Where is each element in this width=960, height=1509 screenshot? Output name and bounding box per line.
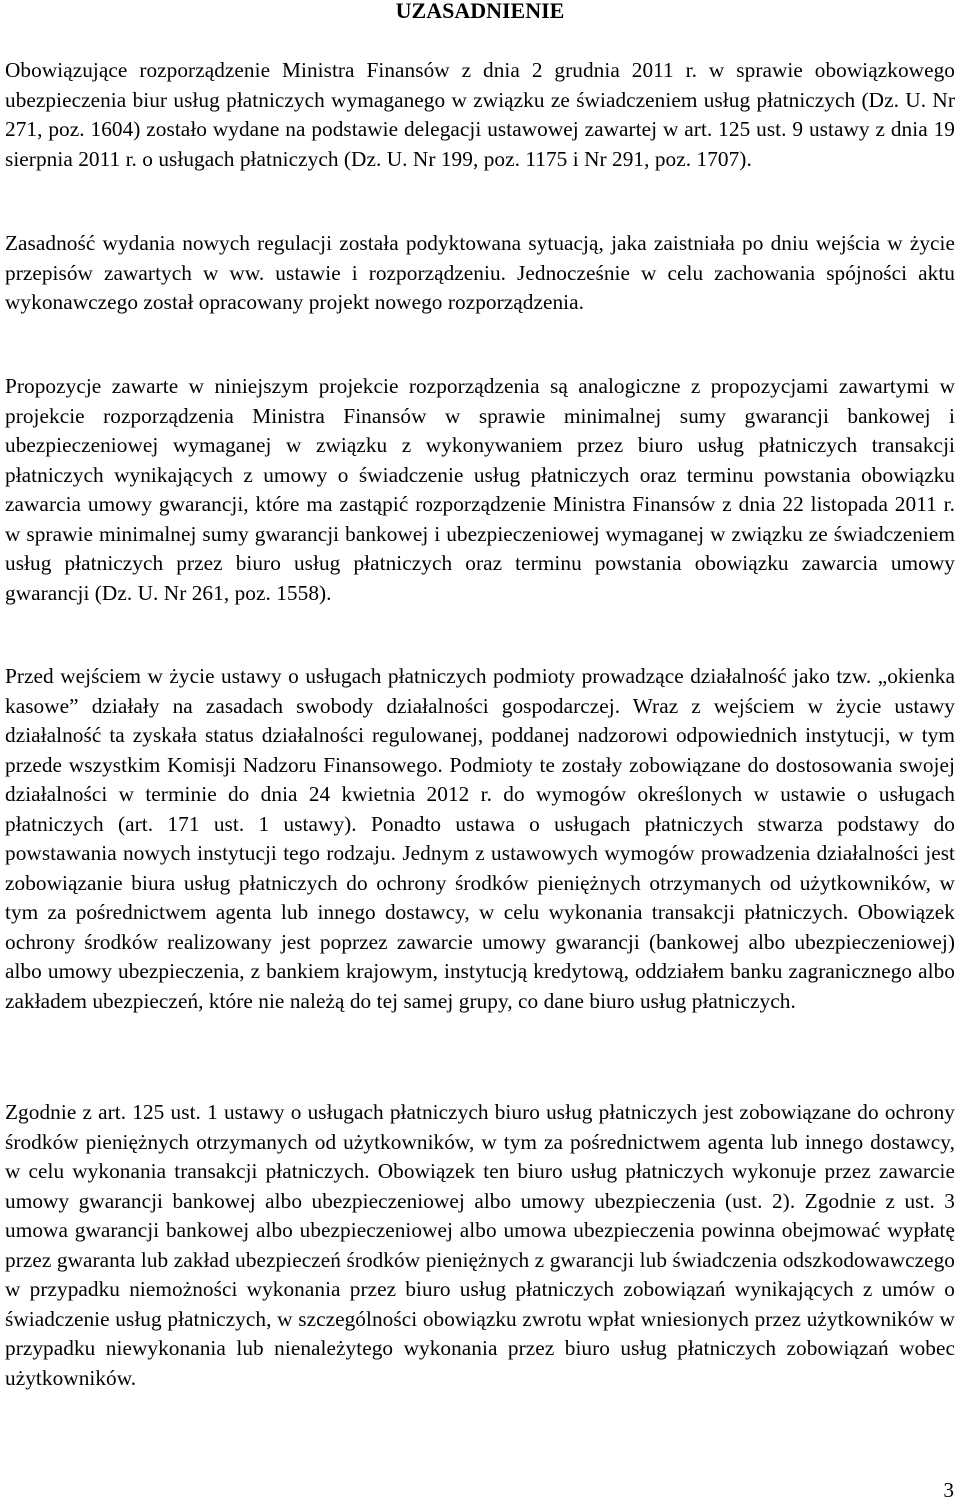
page-number: 3 <box>943 1478 954 1502</box>
document-title: UZASADNIENIE <box>395 0 565 23</box>
paragraph-4: Przed wejściem w życie ustawy o usługach płatniczych podmioty prowadzące działalność jako tzw. „okienka kasowe” działały na zasadach swobody działalności gospodarczej. Wraz z wejściem w życie ustawy działalność ta zyskała status działalności regulowanej, poddanej nadzorowi odpowiednich instytucji, w tym przede wszystkim Komisji Nadzoru Finansowego. Podmioty te zostały zobowiązane do dostosowania swojej działalności w terminie do dnia 24 kwietnia 2012 r. do wymogów określonych w ustawie o usługach płatniczych (art. 171 ust. 1 ustawy). Ponadto ustawa o usługach płatniczych stwarza podstawy do powstawania nowych instytucji tego rodzaju. Jednym z ustawowych wymogów prowadzenia działalności jest zobowiązanie biura usług płatniczych do ochrony środków pieniężnych otrzymanych od użytkowników, w tym za pośrednictwem agenta lub innego dostawcy, w celu wykonania transakcji płatniczych. Obowiązek ochrony środków realizowany jest poprzez zawarcie umowy gwarancji (bankowej albo ubezpieczeniowej) albo umowy ubezpieczenia, z bankiem krajowym, instytucją kredytową, oddziałem banku zagranicznego albo zakładem ubezpieczeń, które nie należą do tej samej grupy, co dane biuro usług płatniczych. <box>5 664 955 1013</box>
paragraph-1: Obowiązujące rozporządzenie Ministra Finansów z dnia 2 grudnia 2011 r. w sprawie obowiązkowego ubezpieczenia biur usług płatniczych wymaganego w związku ze świadczeniem usług płatniczych (Dz. U. Nr 271, poz. 1604) zostało wydane na podstawie delegacji ustawowej zawartej w art. 125 ust. 9 ustawy z dnia 19 sierpnia 2011 r. o usługach płatniczych (Dz. U. Nr 199, poz. 1175 i Nr 291, poz. 1707). <box>5 58 955 171</box>
paragraph-3: Propozycje zawarte w niniejszym projekcie rozporządzenia są analogiczne z propozycjami zawartymi w projekcie rozporządzenia Ministra Finansów w sprawie minimalnej sumy gwarancji bankowej i ubezpieczeniowej wymaganej w związku z wykonywaniem przez biuro usług płatniczych transakcji płatniczych wynikających z umowy o świadczenie usług płatniczych oraz terminu powstania obowiązku zawarcia umowy gwarancji, które ma zastąpić rozporządzenie Ministra Finansów z dnia 22 listopada 2011 r. w sprawie minimalnej sumy gwarancji bankowej i ubezpieczeniowej wymaganej w związku ze świadczeniem usług płatniczych przez biuro usług płatniczych oraz terminu powstania obowiązku zawarcia umowy gwarancji (Dz. U. Nr 261, poz. 1558). <box>5 374 955 605</box>
paragraph-2: Zasadność wydania nowych regulacji została podyktowana sytuacją, jaka zaistniała po dniu wejścia w życie przepisów zawartych w ww. ustawie i rozporządzeniu. Jednocześnie w celu zachowania spójności aktu wykonawczego został opracowany projekt nowego rozporządzenia. <box>5 231 955 314</box>
paragraph-5: Zgodnie z art. 125 ust. 1 ustawy o usługach płatniczych biuro usług płatniczych jest zobowiązane do ochrony środków pieniężnych otrzymanych od użytkowników, w tym za pośrednictwem agenta lub innego dostawcy, w celu wykonania transakcji płatniczych. Obowiązek ten biuro usług płatniczych wykonuje przez zawarcie umowy gwarancji bankowej albo ubezpieczeniowej albo umowy ubezpieczenia (ust. 2). Zgodnie z ust. 3 umowa gwarancji bankowej albo ubezpieczeniowej albo umowa ubezpieczenia powinna obejmować wypłatę przez gwaranta lub zakład ubezpieczeń środków pieniężnych z gwarancji lub świadczenia odszkodowawczego w przypadku niemożności wykonania przez biuro usług płatniczych zobowiązań wynikających z umów o świadczenie usług płatniczych, w szczególności obowiązku zwrotu wpłat wniesionych przez użytkowników w przypadku niewykonania lub nienależytego wykonania przez biuro usług płatniczych zobowiązań wobec użytkowników. <box>5 1100 955 1390</box>
